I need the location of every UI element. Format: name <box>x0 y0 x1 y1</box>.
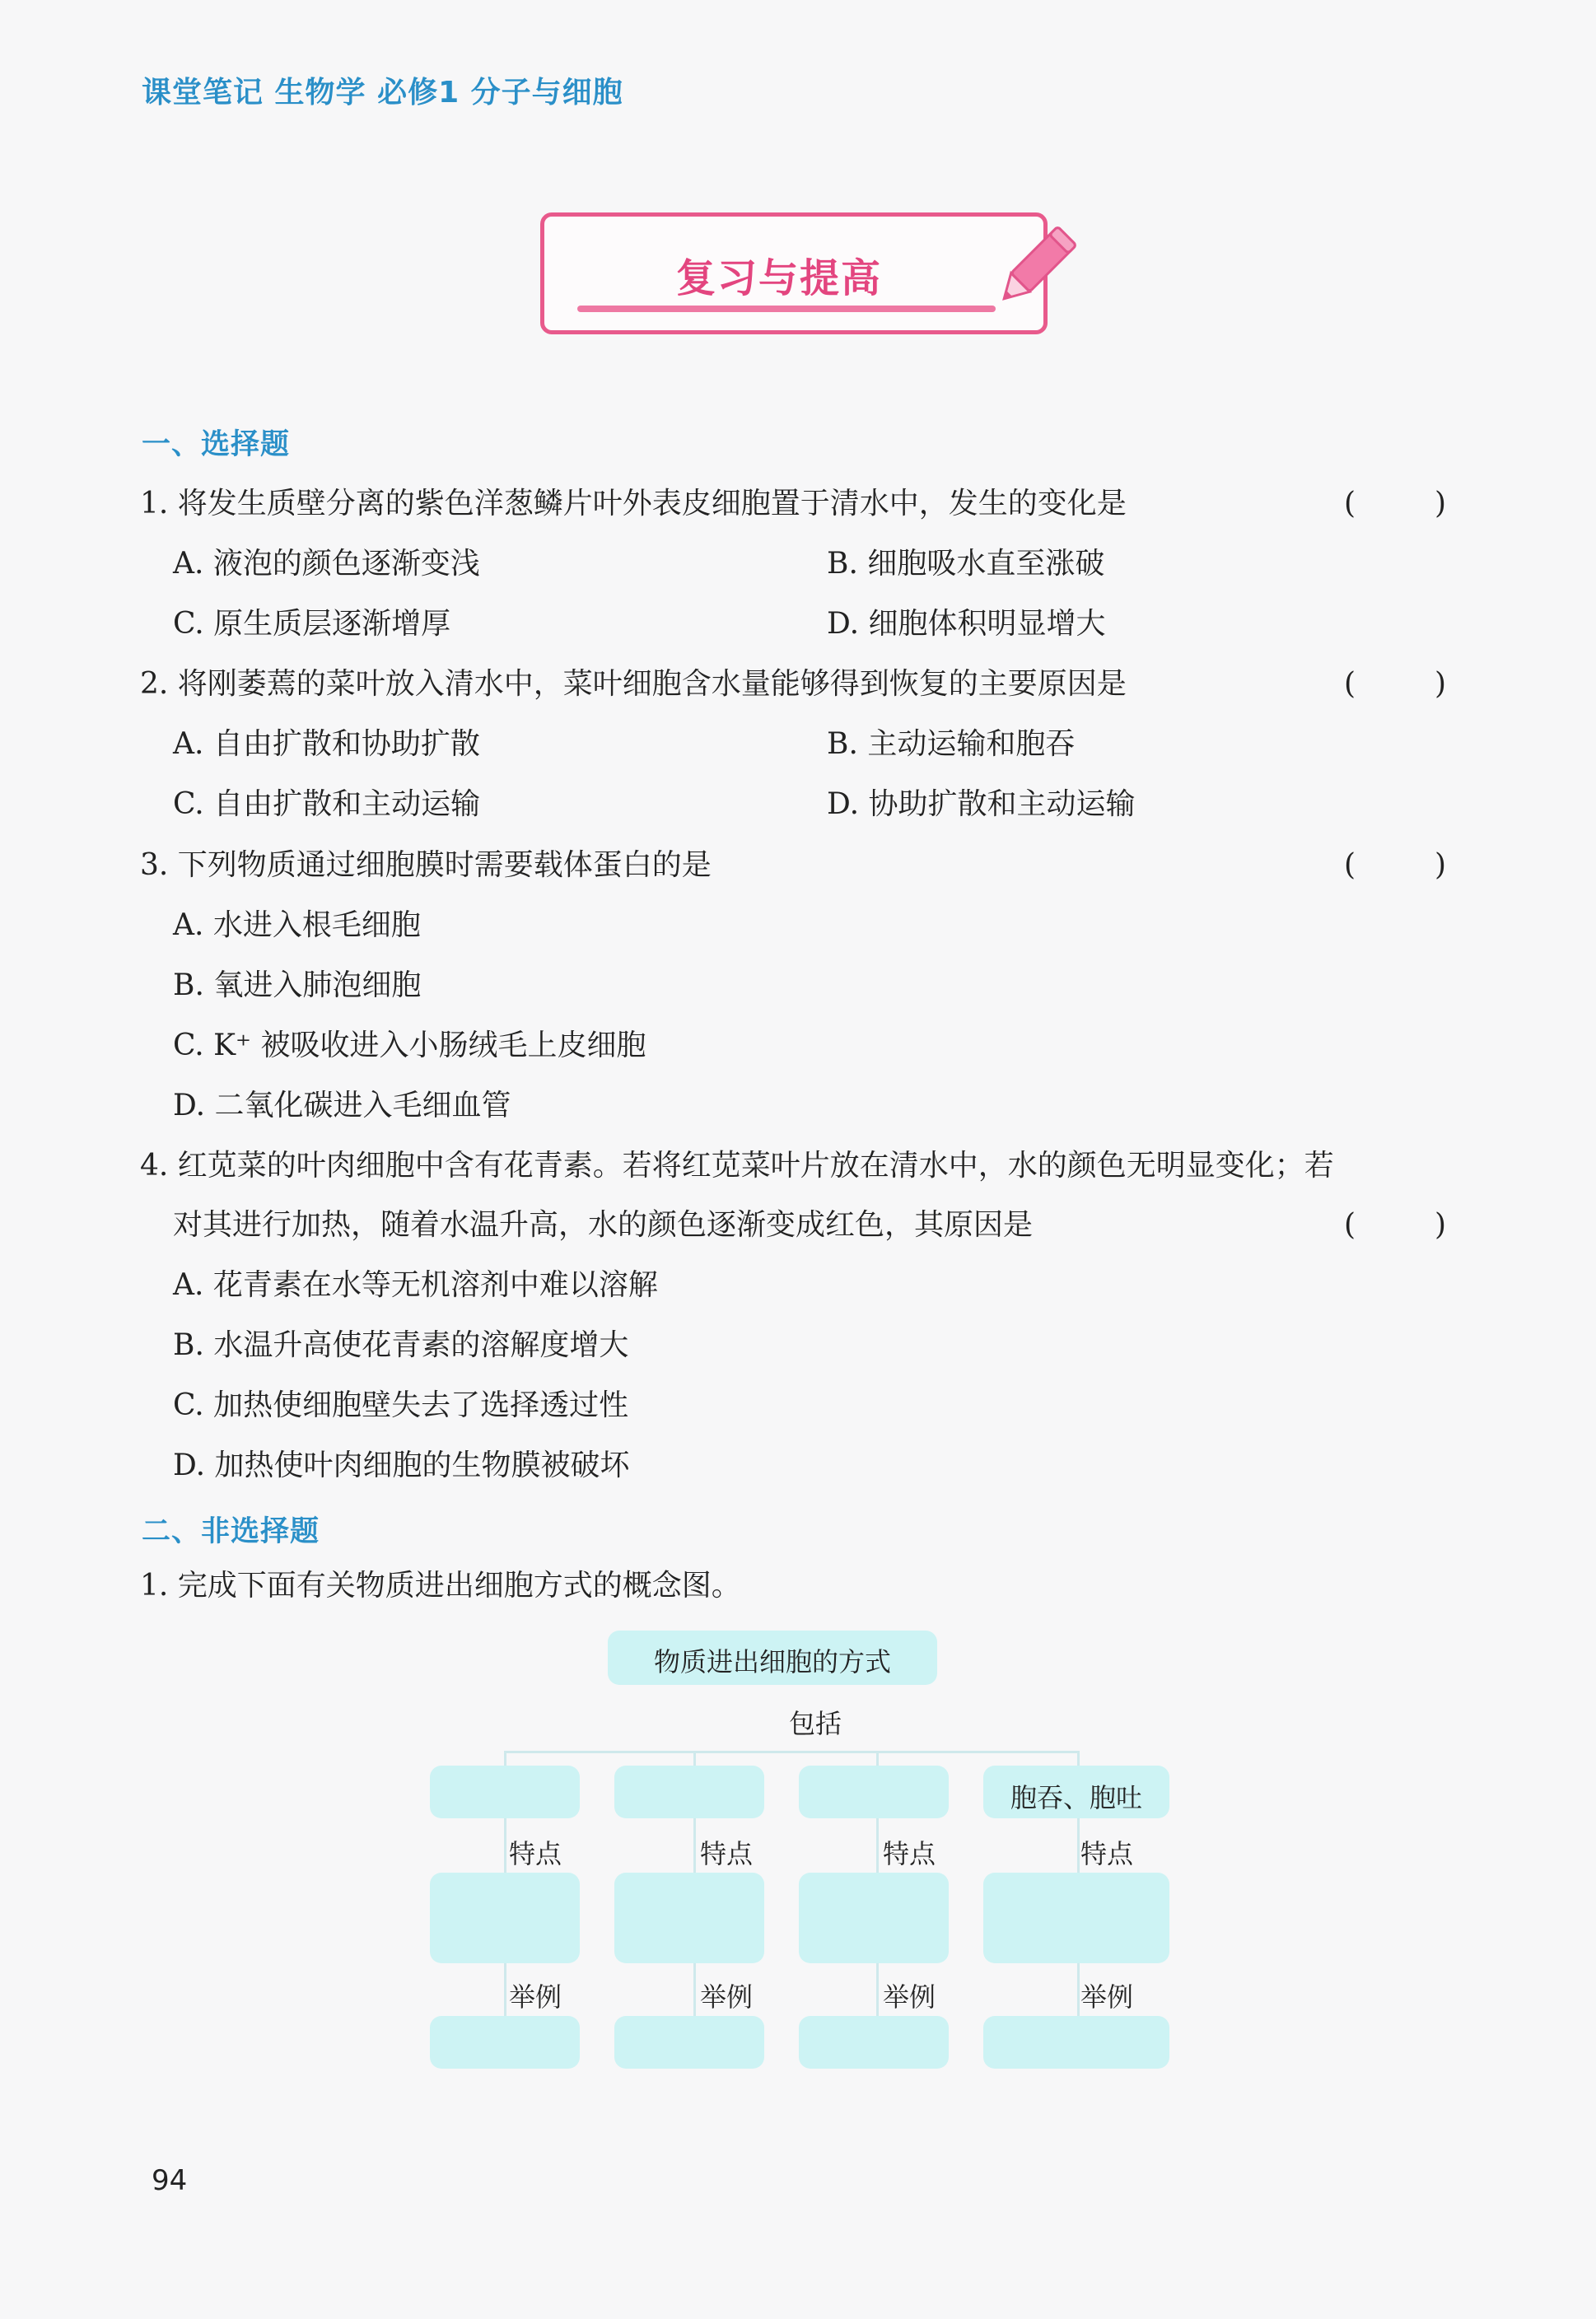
q4-option-d: D. 加热使叶肉细胞的生物膜被破坏 <box>173 1449 630 1482</box>
col1-feature-label: 特点 <box>509 1838 562 1869</box>
question-1: 1. 将发生质壁分离的紫色洋葱鳞片叶外表皮细胞置于清水中，发生的变化是 <box>140 487 1127 520</box>
col1-example-label: 举例 <box>509 1981 562 2013</box>
title-banner <box>540 212 1048 334</box>
example-box-3[interactable] <box>799 2016 949 2069</box>
method-box-1[interactable] <box>430 1766 580 1818</box>
feature-box-3[interactable] <box>799 1873 949 1963</box>
running-head: 课堂笔记 生物学 必修1 分子与细胞 <box>142 76 623 110</box>
example-box-2[interactable] <box>614 2016 764 2069</box>
connector-horizontal <box>504 1751 1077 1753</box>
q1-option-c: C. 原生质层逐渐增厚 <box>173 607 451 641</box>
page-title: 复习与提高 <box>675 255 882 301</box>
question-nonchoice-1: 1. 完成下面有关物质进出细胞方式的概念图。 <box>140 1569 741 1603</box>
q1-option-b: B. 细胞吸水直至涨破 <box>827 547 1105 581</box>
question-2: 2. 将刚萎蔫的菜叶放入清水中，菜叶细胞含水量能够得到恢复的主要原因是 <box>140 667 1127 701</box>
link-includes: 包括 <box>789 1708 842 1739</box>
q2-option-a: A. 自由扩散和协助扩散 <box>173 727 480 761</box>
q3-option-a: A. 水进入根毛细胞 <box>173 908 421 942</box>
question-4-line1: 4. 红苋菜的叶肉细胞中含有花青素。若将红苋菜叶片放在清水中，水的颜色无明显变化；若 <box>140 1149 1334 1183</box>
example-box-4[interactable] <box>983 2016 1169 2069</box>
pencil-icon <box>985 219 1084 318</box>
method-box-3[interactable] <box>799 1766 949 1818</box>
col3-example-label: 举例 <box>883 1981 936 2013</box>
q3-option-c: C. K⁺ 被吸收进入小肠绒毛上皮细胞 <box>173 1029 646 1062</box>
section-choice-title: 一、选择题 <box>142 428 291 461</box>
q1-option-a: A. 液泡的颜色逐渐变浅 <box>173 547 480 581</box>
question-4-line2: 对其进行加热，随着水温升高，水的颜色逐渐变成红色，其原因是 <box>173 1208 1034 1242</box>
col2-feature-label: 特点 <box>700 1838 754 1869</box>
q3-option-d: D. 二氧化碳进入毛细血管 <box>173 1089 511 1122</box>
question-3: 3. 下列物质通过细胞膜时需要载体蛋白的是 <box>140 848 712 882</box>
section-nonchoice-title: 二、非选择题 <box>142 1515 320 1548</box>
concept-map-root-label: 物质进出细胞的方式 <box>653 1646 891 1677</box>
q1-option-d: D. 细胞体积明显增大 <box>827 607 1106 641</box>
col2-example-label: 举例 <box>700 1981 754 2013</box>
method-box-4 <box>983 1766 1169 1818</box>
col3-feature-label: 特点 <box>883 1838 936 1869</box>
col4-feature-label: 特点 <box>1080 1838 1134 1869</box>
feature-box-1[interactable] <box>430 1873 580 1963</box>
page: 课堂笔记 生物学 必修1 分子与细胞 复习与提高 一、选择题 1. 将发生质壁分离的紫色洋葱鳞片叶外表皮细胞置于清水中，发生的变化是 ( ) A. 液泡的颜色逐渐变浅 B. 细胞吸水直至涨破 C. 原生质层逐渐增厚 D. 细胞体积明显增大 2. 将刚萎蔫的菜叶放入清水中，菜叶细胞含水量能够得到恢复的主要原因是 ( ) A. 自由扩散和协助扩散 B. 主动运输和胞吞 C. 自由扩散和主动运输 D. 协助扩散和主动运输 3. 下列物质通过细胞膜时需要载体蛋白的是 ( ) A. 水进入根毛细胞 B. 氧进入肺泡细胞 C. K⁺ 被吸收进入小肠绒毛上皮细胞 D. 二氧化碳进入毛细血管 4. 红苋菜的叶肉细胞中含有花青素。若将红苋菜叶片放在清水中，水的颜色无明显变化；若 对其进行加热，随着水温升高，水的颜色逐渐变成红色，其原因是 ( ) A. 花青素在水等无机溶剂中难以溶解 B. 水温升高使花青素的溶解度增大 C. 加热使细胞壁失去了选择透过性 D. 加热使叶肉细胞的生物膜被破坏 二、非选择题 1. 完成下面有关物质进出细胞方式的概念图。 物质进出细胞的方式 包括 特点 举例 特点 举例 特点 举例 胞吞、胞吐 特点 举例 94 <box>0 0 1596 2319</box>
feature-box-2[interactable] <box>614 1873 764 1963</box>
page-number: 94 <box>152 2164 188 2197</box>
q4-option-a: A. 花青素在水等无机溶剂中难以溶解 <box>173 1268 658 1302</box>
example-box-1[interactable] <box>430 2016 580 2069</box>
q3-option-b: B. 氧进入肺泡细胞 <box>173 968 422 1002</box>
q4-option-b: B. 水温升高使花青素的溶解度增大 <box>173 1328 629 1362</box>
col4-example-label: 举例 <box>1080 1981 1134 2013</box>
method-box-4-label: 胞吞、胞吐 <box>1010 1782 1142 1813</box>
concept-map-root <box>608 1631 937 1685</box>
q2-option-b: B. 主动运输和胞吞 <box>827 727 1076 761</box>
feature-box-4[interactable] <box>983 1873 1169 1963</box>
method-box-2[interactable] <box>614 1766 764 1818</box>
q4-option-c: C. 加热使细胞壁失去了选择透过性 <box>173 1388 629 1422</box>
q2-option-c: C. 自由扩散和主动运输 <box>173 787 481 821</box>
title-underline <box>577 306 996 312</box>
q2-option-d: D. 协助扩散和主动运输 <box>827 787 1136 821</box>
